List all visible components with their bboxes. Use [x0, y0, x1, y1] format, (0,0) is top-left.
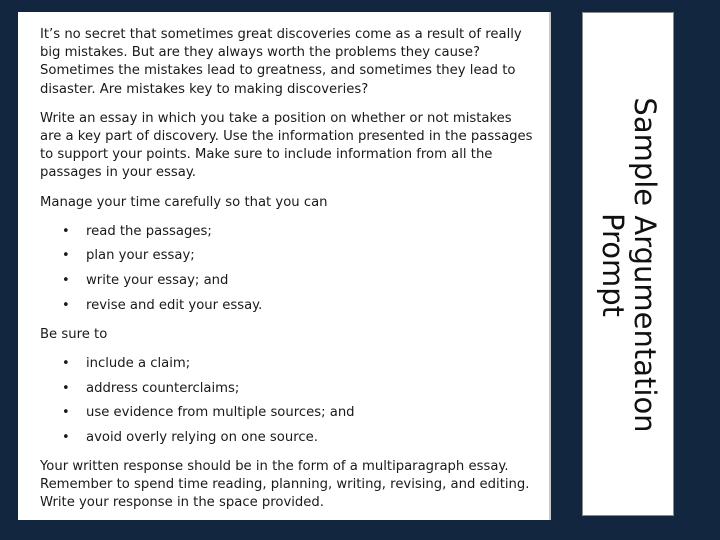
list-item: • use evidence from multiple sources; and: [86, 404, 533, 422]
intro-paragraph: It’s no secret that sometimes great discoveries come as a result of really big mistakes. But are they always worth the problems they cause? Sometimes the mistakes lead to greatness, and sometimes they lead to disaster. Are mistakes key to making discoveries?: [40, 27, 522, 97]
list-item: • plan your essay;: [86, 247, 533, 265]
list-item: • address counterclaims;: [86, 380, 533, 398]
title-line-1: Sample Argumentation: [628, 97, 662, 433]
be-sure-intro: Be sure to: [40, 326, 108, 342]
list-item: • read the passages;: [86, 223, 533, 241]
list-item: • revise and edit your essay.: [86, 297, 533, 315]
list-item: • write your essay; and: [86, 272, 533, 290]
bullet-icon: •: [62, 380, 70, 396]
bullet-icon: •: [62, 405, 70, 421]
prompt-document: [18, 12, 551, 520]
bullet-icon: •: [62, 248, 70, 264]
closing-paragraph: Your written response should be in the form of a multiparagraph essay. Remember to spend time reading, planning, writing, revising, and editing. Write your response in the space provided.: [40, 459, 530, 511]
be-sure-list: [40, 355, 533, 447]
bullet-icon: •: [62, 297, 70, 313]
manage-time-list: [40, 223, 533, 315]
manage-time-intro: Manage your time carefully so that you can: [40, 194, 328, 210]
title-panel: [582, 12, 674, 516]
task-paragraph: Write an essay in which you take a position on whether or not mistakes are a key part of discovery. Use the information presented in the passages to support your points. Make sure to include information from all the passages in your essay.: [40, 110, 533, 181]
list-item: • include a claim;: [86, 355, 533, 373]
slide-title: [597, 65, 661, 465]
list-item: • avoid overly relying on one source.: [86, 429, 533, 447]
bullet-icon: •: [62, 273, 70, 289]
bullet-icon: •: [62, 356, 70, 372]
title-line-2: Prompt: [596, 212, 630, 318]
bullet-icon: •: [62, 429, 70, 445]
bullet-icon: •: [62, 223, 70, 239]
